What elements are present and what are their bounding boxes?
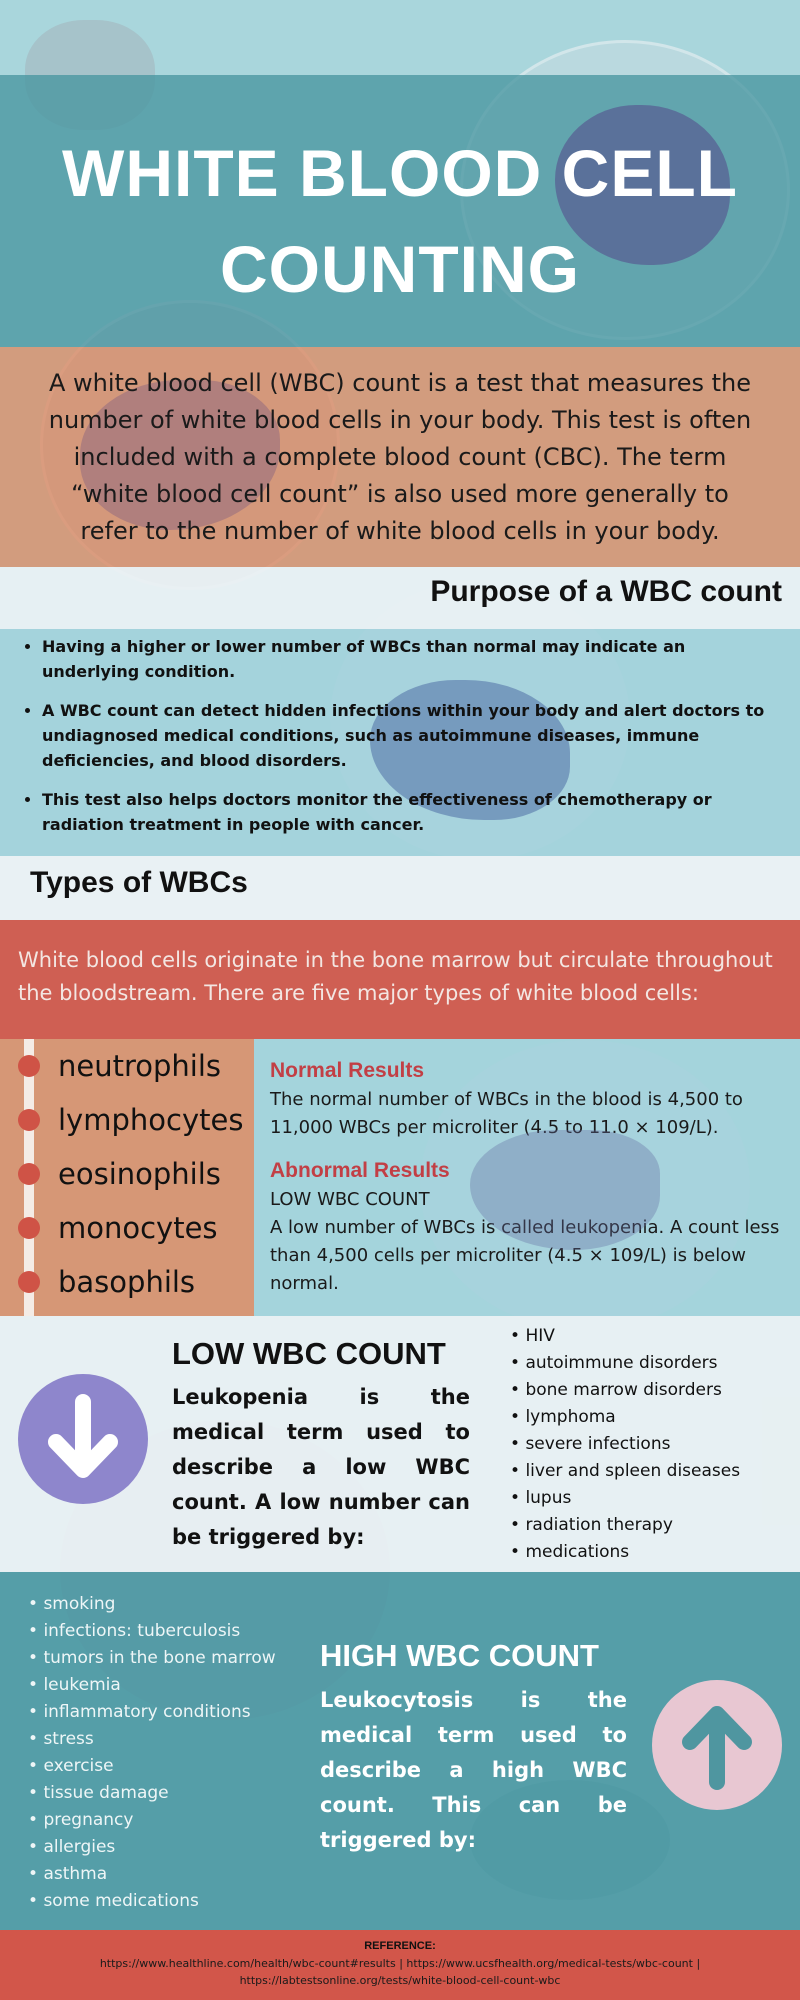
abnormal-results-text: A low number of WBCs is called leukopenia. A count less than 4,500 cells per microliter (4.5 × 109/L) is below normal. bbox=[270, 1217, 780, 1294]
list-item: • smoking bbox=[28, 1591, 276, 1618]
list-item: • bone marrow disorders bbox=[510, 1377, 740, 1404]
list-item: • inflammatory conditions bbox=[28, 1699, 276, 1726]
list-item: • tissue damage bbox=[28, 1780, 276, 1807]
abnormal-results-heading: Abnormal Results bbox=[270, 1159, 450, 1182]
low-wbc-description: Leukopenia is the medical term used to describe a low WBC count. A low number can be triggered by: bbox=[172, 1385, 470, 1549]
title-line-1: WHITE BLOOD CELL bbox=[62, 136, 738, 210]
list-item: • asthma bbox=[28, 1861, 276, 1888]
high-wbc-heading: HIGH WBC COUNT bbox=[320, 1638, 599, 1673]
list-item: • pregnancy bbox=[28, 1807, 276, 1834]
type-item bbox=[0, 1093, 254, 1147]
list-item: • stress bbox=[28, 1726, 276, 1753]
bullet-dot-icon bbox=[18, 1271, 40, 1293]
purpose-item: • This test also helps doctors monitor the effectiveness of chemotherapy or radiation treatment in people with cancer. bbox=[42, 787, 772, 837]
list-item: • HIV bbox=[510, 1323, 740, 1350]
title-line-2: COUNTING bbox=[220, 232, 580, 306]
arrow-down-icon bbox=[18, 1374, 148, 1504]
low-wbc-causes-list bbox=[510, 1323, 740, 1566]
purpose-item: • Having a higher or lower number of WBCs than normal may indicate an underlying condition. bbox=[42, 634, 772, 684]
purpose-list bbox=[42, 634, 772, 851]
list-item: • some medications bbox=[28, 1888, 276, 1915]
type-label: monocytes bbox=[58, 1211, 218, 1245]
type-item bbox=[0, 1201, 254, 1255]
reference-label: REFERENCE: bbox=[364, 1940, 436, 1952]
list-item: • autoimmune disorders bbox=[510, 1350, 740, 1377]
types-heading: Types of WBCs bbox=[30, 866, 248, 899]
list-item: • radiation therapy bbox=[510, 1512, 740, 1539]
arrow-up-icon bbox=[652, 1680, 782, 1810]
list-item: • liver and spleen diseases bbox=[510, 1458, 740, 1485]
list-item: • leukemia bbox=[28, 1672, 276, 1699]
type-item bbox=[0, 1255, 254, 1309]
low-wbc-heading: LOW WBC COUNT bbox=[172, 1336, 446, 1371]
bullet-dot-icon bbox=[18, 1217, 40, 1239]
list-item: • exercise bbox=[28, 1753, 276, 1780]
list-item: • lymphoma bbox=[510, 1404, 740, 1431]
type-item bbox=[0, 1147, 254, 1201]
type-label: eosinophils bbox=[58, 1157, 221, 1191]
type-item bbox=[0, 1039, 254, 1093]
list-item: • infections: tuberculosis bbox=[28, 1618, 276, 1645]
list-item: • allergies bbox=[28, 1834, 276, 1861]
type-label: basophils bbox=[58, 1265, 196, 1299]
bullet-dot-icon bbox=[18, 1055, 40, 1077]
intro-paragraph: A white blood cell (WBC) count is a test that measures the number of white blood cells in your body. This test is often included with a complete blood count (CBC). The term “white blood cell count” is also used more generally to refer to the number of white blood cells in your body. bbox=[48, 369, 752, 545]
high-wbc-description: Leukocytosis is the medical term used to describe a high WBC count. This can be triggered by: bbox=[320, 1688, 627, 1852]
normal-results-heading: Normal Results bbox=[270, 1059, 425, 1082]
normal-results-text: The normal number of WBCs in the blood is 4,500 to 11,000 WBCs per microliter (4.5 to 11.0 × 109/L). bbox=[270, 1089, 743, 1138]
reference-links: https://www.healthline.com/health/wbc-count#results | https://www.ucsfhealth.org/medical-tests/wbc-count | https://labtestsonline.org/tests/white-blood-cell-count-wbc bbox=[99, 1957, 701, 1987]
types-intro-text: White blood cells originate in the bone marrow but circulate throughout the bloodstream. There are five major types of white blood cells: bbox=[18, 948, 773, 1005]
list-item: • medications bbox=[510, 1539, 740, 1566]
list-item: • severe infections bbox=[510, 1431, 740, 1458]
high-wbc-causes-list bbox=[28, 1591, 276, 1915]
page-title bbox=[0, 125, 800, 317]
type-label: neutrophils bbox=[58, 1049, 222, 1083]
list-item: • tumors in the bone marrow bbox=[28, 1645, 276, 1672]
bullet-dot-icon bbox=[18, 1109, 40, 1131]
purpose-heading: Purpose of a WBC count bbox=[430, 575, 782, 608]
type-label: lymphocytes bbox=[58, 1103, 244, 1137]
list-item: • lupus bbox=[510, 1485, 740, 1512]
abnormal-results-subheading: LOW WBC COUNT bbox=[270, 1189, 430, 1210]
bullet-dot-icon bbox=[18, 1163, 40, 1185]
types-list bbox=[0, 1039, 254, 1309]
purpose-item: • A WBC count can detect hidden infections within your body and alert doctors to undiagnosed medical conditions, such as autoimmune diseases, immune deficiencies, and blood disorders. bbox=[42, 698, 772, 773]
